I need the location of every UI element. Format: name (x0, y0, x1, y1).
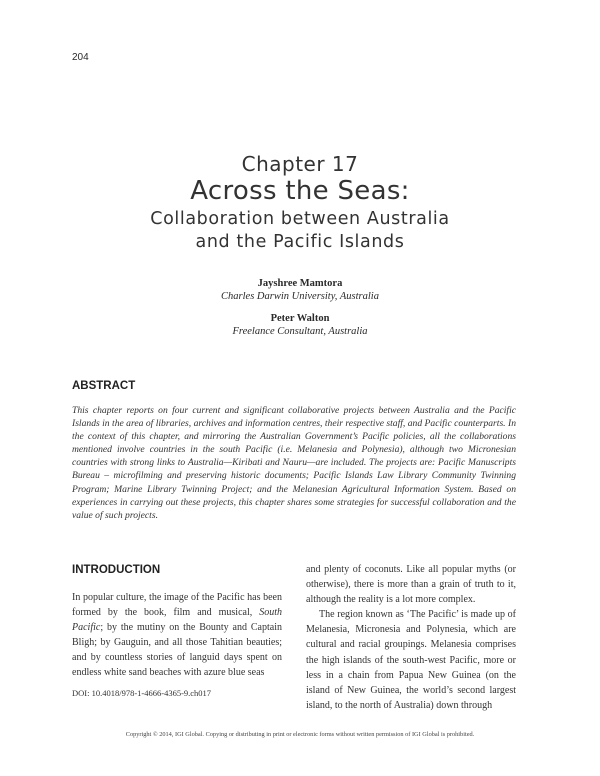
doi-reference: DOI: 10.4018/978-1-4666-4365-9.ch017 (72, 688, 212, 698)
abstract-heading: ABSTRACT (72, 380, 136, 392)
abstract-text: This chapter reports on four current and significant collaborative projects between Australia and the Pacific Islands in the area of libraries, archives and information centres, their respective staff, and Pacific counterparts. In the context of this chapter, and mirroring the Australian Government’s Pacific policies, all the collaborations mentioned involve countries in the south Pacific (i.e. Melanesia and Polynesia), although two Micronesian countries with strong links to Australia—Kiribati and Nauru—are included. The projects are: Pacific Manuscripts Bureau – microfilming and preserving historic documents; Pacific Islands Law Library Community Twinning Program; Marine Library Twinning Project; and the Melanesian Agricultural Information System. Based on experiences in carrying out these projects, this chapter shares some strategies for successful collaboration and the value of such projects. (72, 405, 516, 521)
subtitle-line-2: and the Pacific Islands (195, 232, 405, 252)
copyright-notice: Copyright © 2014, IGI Global. Copying or distributing in print or electronic forms without written permission of IGI Global is prohibited. (125, 731, 475, 738)
intro-italic-title: South Pacific (72, 607, 282, 634)
author-affiliation-1: Charles Darwin University, Australia (221, 291, 379, 302)
introduction-right-column (306, 562, 516, 713)
subtitle-line-1: Collaboration between Australia (150, 209, 450, 229)
chapter-label: Chapter 17 (241, 152, 359, 176)
author-name-1: Jayshree Mamtora (257, 278, 343, 289)
author-name-2: Peter Walton (270, 313, 330, 324)
intro-text-b: ; by the mutiny on the Bounty and Captain Bligh; by Gauguin, and all those Tahitian beauties; and by countless stories of languid days spent on endless white sand beaches with azure blue seas (72, 622, 282, 679)
introduction-paragraph-3: The region known as ‘The Pacific’ is made up of Melanesia, Micronesia and Polynesia, which are cultural and racial groupings. Melanesia comprises the high islands of the south-west Pacific, more or less in a chain from Papua New Guinea (on the island of New Guinea, the world’s second largest island, to the north of Australia) down through (306, 609, 516, 711)
chapter-title: Across the Seas: (190, 176, 410, 206)
introduction-left-column (72, 590, 282, 681)
introduction-paragraph-1 (72, 590, 282, 681)
chapter-subtitle (0, 208, 600, 254)
author-affiliation-2: Freelance Consultant, Australia (232, 326, 368, 337)
introduction-paragraph-2: and plenty of coconuts. Like all popular myths (or otherwise), there is more than a grain of truth to it, although the reality is a lot more complex. (306, 564, 516, 606)
page-number: 204 (72, 52, 89, 63)
introduction-heading: INTRODUCTION (72, 564, 161, 576)
intro-text-a: In popular culture, the image of the Pacific has been formed by the book, film and musical, (72, 592, 282, 619)
